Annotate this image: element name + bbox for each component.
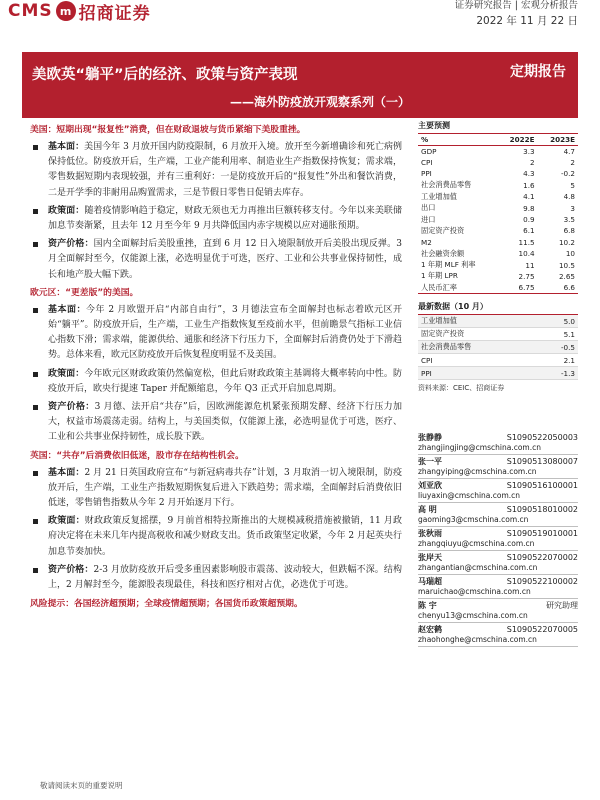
analyst-id: S1090519010001 [506,529,578,539]
table-row: 社会融资余额 10.4 10 [421,248,575,259]
table-row: PPI 4.3 -0.2 [421,169,575,179]
bullet-us-assets: 资产价格：国内全面解封后美股重挫，直到 6 月 12 日入境限制放开后美股出现反弹。3 月全面解封至今，仅能源上涨，必选明显优于可选，医疗、工业和公共事业保持韧性，成长和地产股大幅下跌。 [30,237,402,283]
analyst-email[interactable]: chenyu13@cmschina.com.cn [418,611,528,621]
analyst-entry [418,527,578,551]
analyst-email[interactable]: zhangyiping@cmschina.com.cn [418,467,537,477]
bullet-uk-policy: 政策面：财政政策反复摇摆，9 月前首相特拉斯推出的大规模减税措施被撤销，11 月政府决定将在未来几年内提高税收和减少财政支出。货币政策坚定收紧，今年 2 月起英央行加息节奏加快。 [30,514,402,560]
table-row: 社会消费品零售 1.6 5 [421,180,575,190]
analyst-id: S1090516100001 [506,481,578,491]
analyst-entry [418,455,578,479]
table-row: PPI -1.3 [418,367,578,380]
analyst-name: 陈 宇 [418,601,437,611]
section-heading-us: 美国：短期出现“报复性”消费，但在财政退坡与货币紧缩下美股重挫。 [30,125,306,135]
table-row: 出口 9.8 3 [421,203,575,213]
logo-emblem-icon: m [56,1,76,21]
analyst-name: 张静静 [418,433,442,443]
logo-cn: 招商证券 [78,3,151,24]
report-subtitle: ——海外防疫放开观察系列（一） [230,95,411,109]
forecast-title: 主要预测 [418,121,450,130]
table-row: 社会消费品零售 -0.5 [418,341,578,354]
analyst-name: 赵宏鹤 [418,625,442,635]
analyst-name: 高 明 [418,505,437,515]
analyst-entry [418,575,578,599]
analyst-id: S1090522070005 [506,625,578,635]
analyst-email[interactable]: liuyaxin@cmschina.com.cn [418,491,521,501]
analyst-email[interactable]: zhangqiuyu@cmschina.com.cn [418,539,535,549]
forecast-col-unit: % [418,134,497,146]
report-type: 定期报告 [510,64,566,80]
report-meta [455,0,578,29]
bullet-uk-fundamentals: 基本面：2 月 21 日英国政府宣布“与新冠病毒共存”计划，3 月取消一切入境限制，防疫放开后，生产端，工业生产指数短期恢复后进入下跌趋势；需求端，全面解封后消费依旧低迷，零售销售指数从今年 2 月开始逐月下行。 [30,466,402,512]
report-title: 美欧英“躺平”后的经济、政策与资产表现 [32,67,298,83]
analyst-id: S1090522100002 [506,577,578,587]
title-banner [22,52,578,118]
report-category: 证券研究报告 | 宏观分析报告 [454,0,578,11]
bullet-eu-fundamentals: 基本面：今年 2 月欧盟开启“内部自由行”，3 月德法宣布全面解封也标志着欧元区开始“躺平”。防疫放开后，生产端，工业生产指数恢复至疫前水平，但前瞻景气指标工业信心指数下滑；需求端，能源供给、通胀和经济下行压力下，全面解封后消费仍处于下滑趋势。总体来看，欧元区防疫放开后恢复程度明显不及美国。 [30,303,402,364]
analyst-list [418,431,578,647]
table-row: 工业增加值 5.0 [418,315,578,328]
analyst-name: 张岸天 [418,553,442,563]
bullet-eu-policy: 政策面：今年欧元区财政政策仍然偏宽松，但此后财政政策主基调将大概率转向中性。防疫放开后，欧央行提速 Taper 并配额缩息，今年 Q3 正式开启加息周期。 [30,367,402,397]
table-row: GDP 3.3 4.7 [421,146,575,156]
forecast-header-row [418,134,578,146]
table-row: 固定资产投资 5.1 [418,328,578,341]
analyst-id: S1090513080007 [506,457,578,467]
logo-en: CMS [8,1,53,21]
latest-data-table [418,314,578,380]
analyst-email[interactable]: gaoming3@cmschina.com.cn [418,515,529,525]
latest-data-title: 最新数据（10 月） [418,302,488,312]
bullet-us-fundamentals: 基本面：美国今年 3 月放开国内防疫限制，6 月放开入境。放开至今新增确诊和死亡病例保持低位。防疫放开后，生产端，工业产能利用率、制造业生产指数保持恢复；需求端，零售数据短期内表现较强，并有三重利好：一是防疫放开后的“报复性”外出和餐饮消费，二是开学季的非耐用品购置需求，三是节假日零售日促销去库存。 [30,140,402,201]
sidebar [418,120,578,647]
table-row: 人民币汇率 6.75 6.6 [418,282,578,293]
analyst-entry [418,599,578,623]
analyst-id: S1090522070002 [506,553,578,563]
analyst-name: 张秋雨 [418,529,442,539]
table-row: 1 年期 LPR 2.75 2.65 [421,271,575,281]
analyst-entry [418,479,578,503]
analyst-entry [418,551,578,575]
forecast-table [418,133,578,294]
footer-disclaimer: 敬请阅读末页的重要说明 [40,781,123,790]
forecast-col-2023: 2023E [538,134,578,146]
analyst-name: 张一平 [418,457,442,467]
table-row: M2 11.5 10.2 [421,237,575,247]
bullet-uk-assets: 资产价格：2-3 月放防疫放开后受多重因素影响股市震荡、波动较大，但跌幅不深。结构上，2 月解封至今，能源股表现最佳，科技和医疗相对占优，必选优于可选。 [30,563,402,593]
risk-warning: 风险提示：各国经济超预期；全球疫情超预期；各国货币政策超预期。 [30,599,303,610]
analyst-id: 研究助理 [546,601,578,611]
analyst-name: 刘亚欣 [418,481,442,491]
forecast-col-2022: 2022E [497,134,537,146]
analyst-id: S1090522050003 [506,433,578,443]
analyst-name: 马瑞超 [418,577,442,587]
analyst-email[interactable]: zhaohonghe@cmschina.com.cn [418,635,537,645]
table-row: 进口 0.9 3.5 [421,214,575,225]
analyst-email[interactable]: zhangjingjing@cmschina.com.cn [418,443,541,453]
analyst-email[interactable]: zhangantian@cmschina.com.cn [418,563,538,573]
bullet-us-policy: 政策面：随着疫情影响趋于稳定，财政无须也无力再推出巨额转移支付。今年以来美联储加息节奏渐紧，且去年 12 月至今年 9 月共降低国内赤字规模以应对通胀预期。 [30,204,402,234]
report-date: 2022 年 11 月 22 日 [476,15,578,27]
analyst-entry [418,431,578,455]
analyst-email[interactable]: maruichao@cmschina.com.cn [418,587,531,597]
table-row: CPI 2 2 [421,158,575,168]
table-row: 工业增加值 4.1 4.8 [421,191,575,202]
data-source: 资料来源：CEIC、招商证券 [418,384,505,393]
analyst-entry [418,503,578,527]
table-row: 1 年期 MLF 利率 11 10.5 [421,260,575,270]
company-logo [8,0,151,22]
analyst-id: S1090518010002 [506,505,578,515]
section-heading-uk: 英国：“共存”后消费依旧低迷，股市存在结构性机会。 [30,450,244,461]
section-heading-eurozone: 欧元区：“更差版”的美国。 [30,287,139,298]
table-row: CPI 2.1 [418,354,578,367]
analyst-entry [418,623,578,647]
bullet-eu-assets: 资产价格：3 月德、法开启“共存”后，因欧洲能源危机紧张预期发酵、经济下行压力加大，权益市场震荡走弱。结构上，与美国类似，仅能源上涨，必选明显优于可选，医疗、工业和公共事业保持韧性，成长股下跌。 [30,400,402,446]
main-content [30,120,402,612]
table-row: 固定资产投资 6.1 6.8 [421,225,575,236]
